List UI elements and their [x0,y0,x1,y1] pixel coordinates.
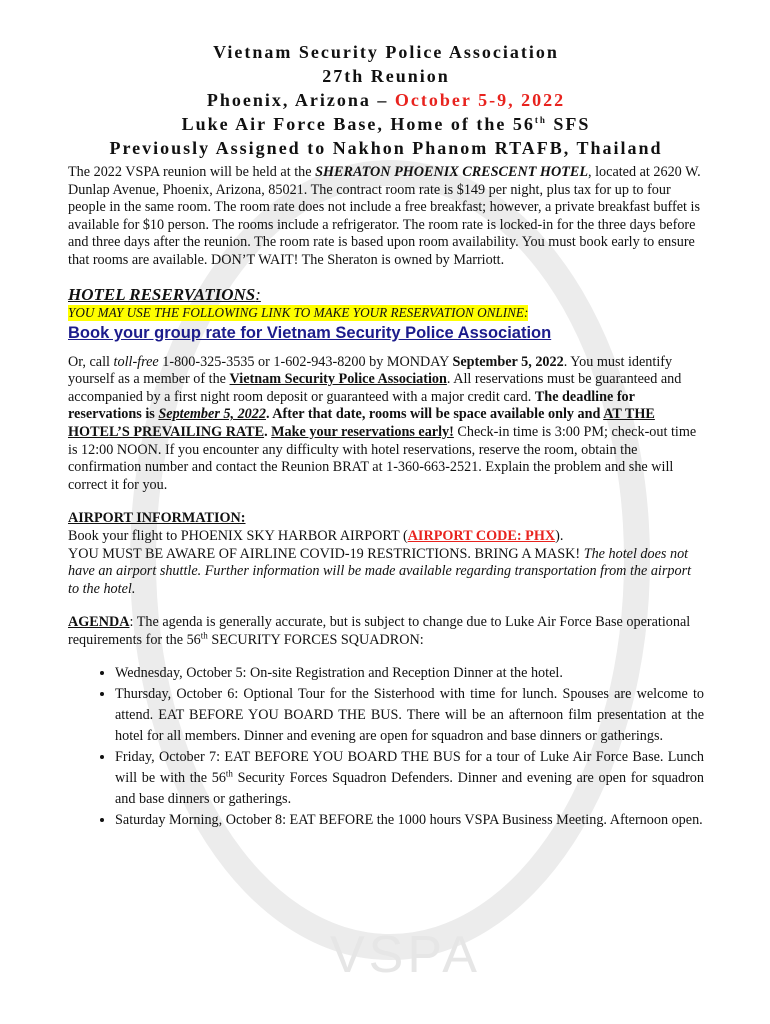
text: Friday, October 7: EAT BEFORE YOU BOARD THE BUS for a tour of Luke Air Force Base. Lunch will be with the 56 [115,749,704,787]
text: Or, call [68,353,114,370]
text: 1-800-325-3535 or 1-602-943-8200 by MONDAY [158,353,453,370]
text: : The agenda is generally accurate, but is subject to change due to Luke Air Force Base operational requirements for the 56 [68,614,691,648]
sup: th [225,768,233,779]
title-dates: October 5-9, 2022 [394,90,566,110]
text: Book your flight to PHOENIX SKY HARBOR AIRPORT ( [68,527,408,544]
text: Security Forces Squadron Defenders. Dinner and evening are open for squadron and base dinners or gatherings. [115,770,704,808]
hotel-name: SHERATON PHOENIX CRESCENT HOTEL [315,164,589,180]
text: The 2022 VSPA reunion will be held at the [68,164,316,180]
text: . You must identify yourself as a member of the [68,353,673,388]
agenda-item [115,747,704,810]
agenda-item: • Wednesday, October 5: On-site Registration and Reception Dinner at the hotel. [115,663,704,684]
association-name: Vietnam Security Police Association [229,371,447,388]
text: Make your reservations early! [271,423,454,440]
title-line [68,112,704,136]
title-text: SFS [546,114,591,134]
text: toll-free [113,353,159,370]
agenda-intro [68,614,704,649]
text: YOU MUST BE AWARE OF AIRLINE COVID-19 RESTRICTIONS. BRING A MASK! [68,545,584,562]
intro-paragraph [68,164,704,270]
text: The hotel does not have an airport shuttle. Further information will be made available regarding transportation from the airport to the hotel. [68,545,692,597]
text: AT THE HOTEL’S PREVAILING RATE [68,406,655,440]
highlighted-note: YOU MAY USE THE FOLLOWING LINK TO MAKE YOUR RESERVATION ONLINE: [68,304,529,320]
date: September 5, 2022 [452,353,564,370]
text: , located at 2620 W. Dunlap Avenue, Phoenix, Arizona, 85021. The contract room rate is $149 per night, plus tax for up to four people in the same room. The room rate does not include a free breakfast; however, a private breakfast buffet is available for $10 person. The rooms include a refrigerator. The room rate is locked-in for the three days before and three days after the reunion. The room rate is based upon room availability. You must book early to ensure that rooms are available. DON’T WAIT! The Sheraton is owned by Marriott. [68,164,701,268]
agenda-item: • Thursday, October 6: Optional Tour for the Sisterhood with time for lunch. Spouses are welcome to attend. EAT BEFORE YOU BOARD THE BUS. There will be an afternoon film presentation at the hotel for all members. Dinner and evening are open for squadron and base dinners or gatherings. [115,684,704,747]
agenda-list [68,663,704,831]
title-sup: th [534,115,547,125]
text: . After that date, rooms will be space available only and [265,406,604,423]
text: Check-in time is 3:00 PM; check-out time is 12:00 NOON. If you encounter any difficulty with hotel reservations, reserve the room, obtain the confirmation number and contact the Reunion BRAT at 1-360-663-2521. Explain the problem and she will correct it for you. [68,423,697,493]
reservations-paragraph [68,354,704,495]
text: ). [555,527,564,544]
heading-text: HOTEL RESERVATIONS [68,284,256,304]
airport-section [68,510,704,598]
title-line [68,88,704,112]
colon: : [255,284,261,304]
text: . [264,423,272,440]
sup: th [200,630,208,641]
text: SECURITY FORCES SQUADRON: [207,631,424,648]
title-line: Previously Assigned to Nakhon Phanom RTAFB, Thailand [109,138,663,158]
text: . All reservations must be guaranteed and accompanied by a first night room deposit or guaranteed with a major credit card. [68,371,682,405]
agenda-item: • Saturday Morning, October 8: EAT BEFORE the 1000 hours VSPA Business Meeting. Afternoon open. [115,810,704,831]
title-location: Phoenix, Arizona – [206,90,395,110]
document-page [68,40,704,831]
title-text: Luke Air Force Base, Home of the 56 [181,114,535,134]
reservations-heading [68,285,704,305]
group-rate-link[interactable]: Book your group rate for Vietnam Security Police Association [68,323,552,342]
agenda-heading: AGENDA [68,614,130,631]
deadline-date: September 5, 2022 [158,406,266,423]
airport-heading: AIRPORT INFORMATION: [68,510,246,527]
airport-code: AIRPORT CODE: PHX [407,527,556,544]
title-line: 27th Reunion [322,66,450,86]
watermark-text: VSPA [330,926,481,984]
document-title [68,40,704,160]
title-line: Vietnam Security Police Association [213,42,559,62]
text: The deadline for reservations is [68,388,635,423]
